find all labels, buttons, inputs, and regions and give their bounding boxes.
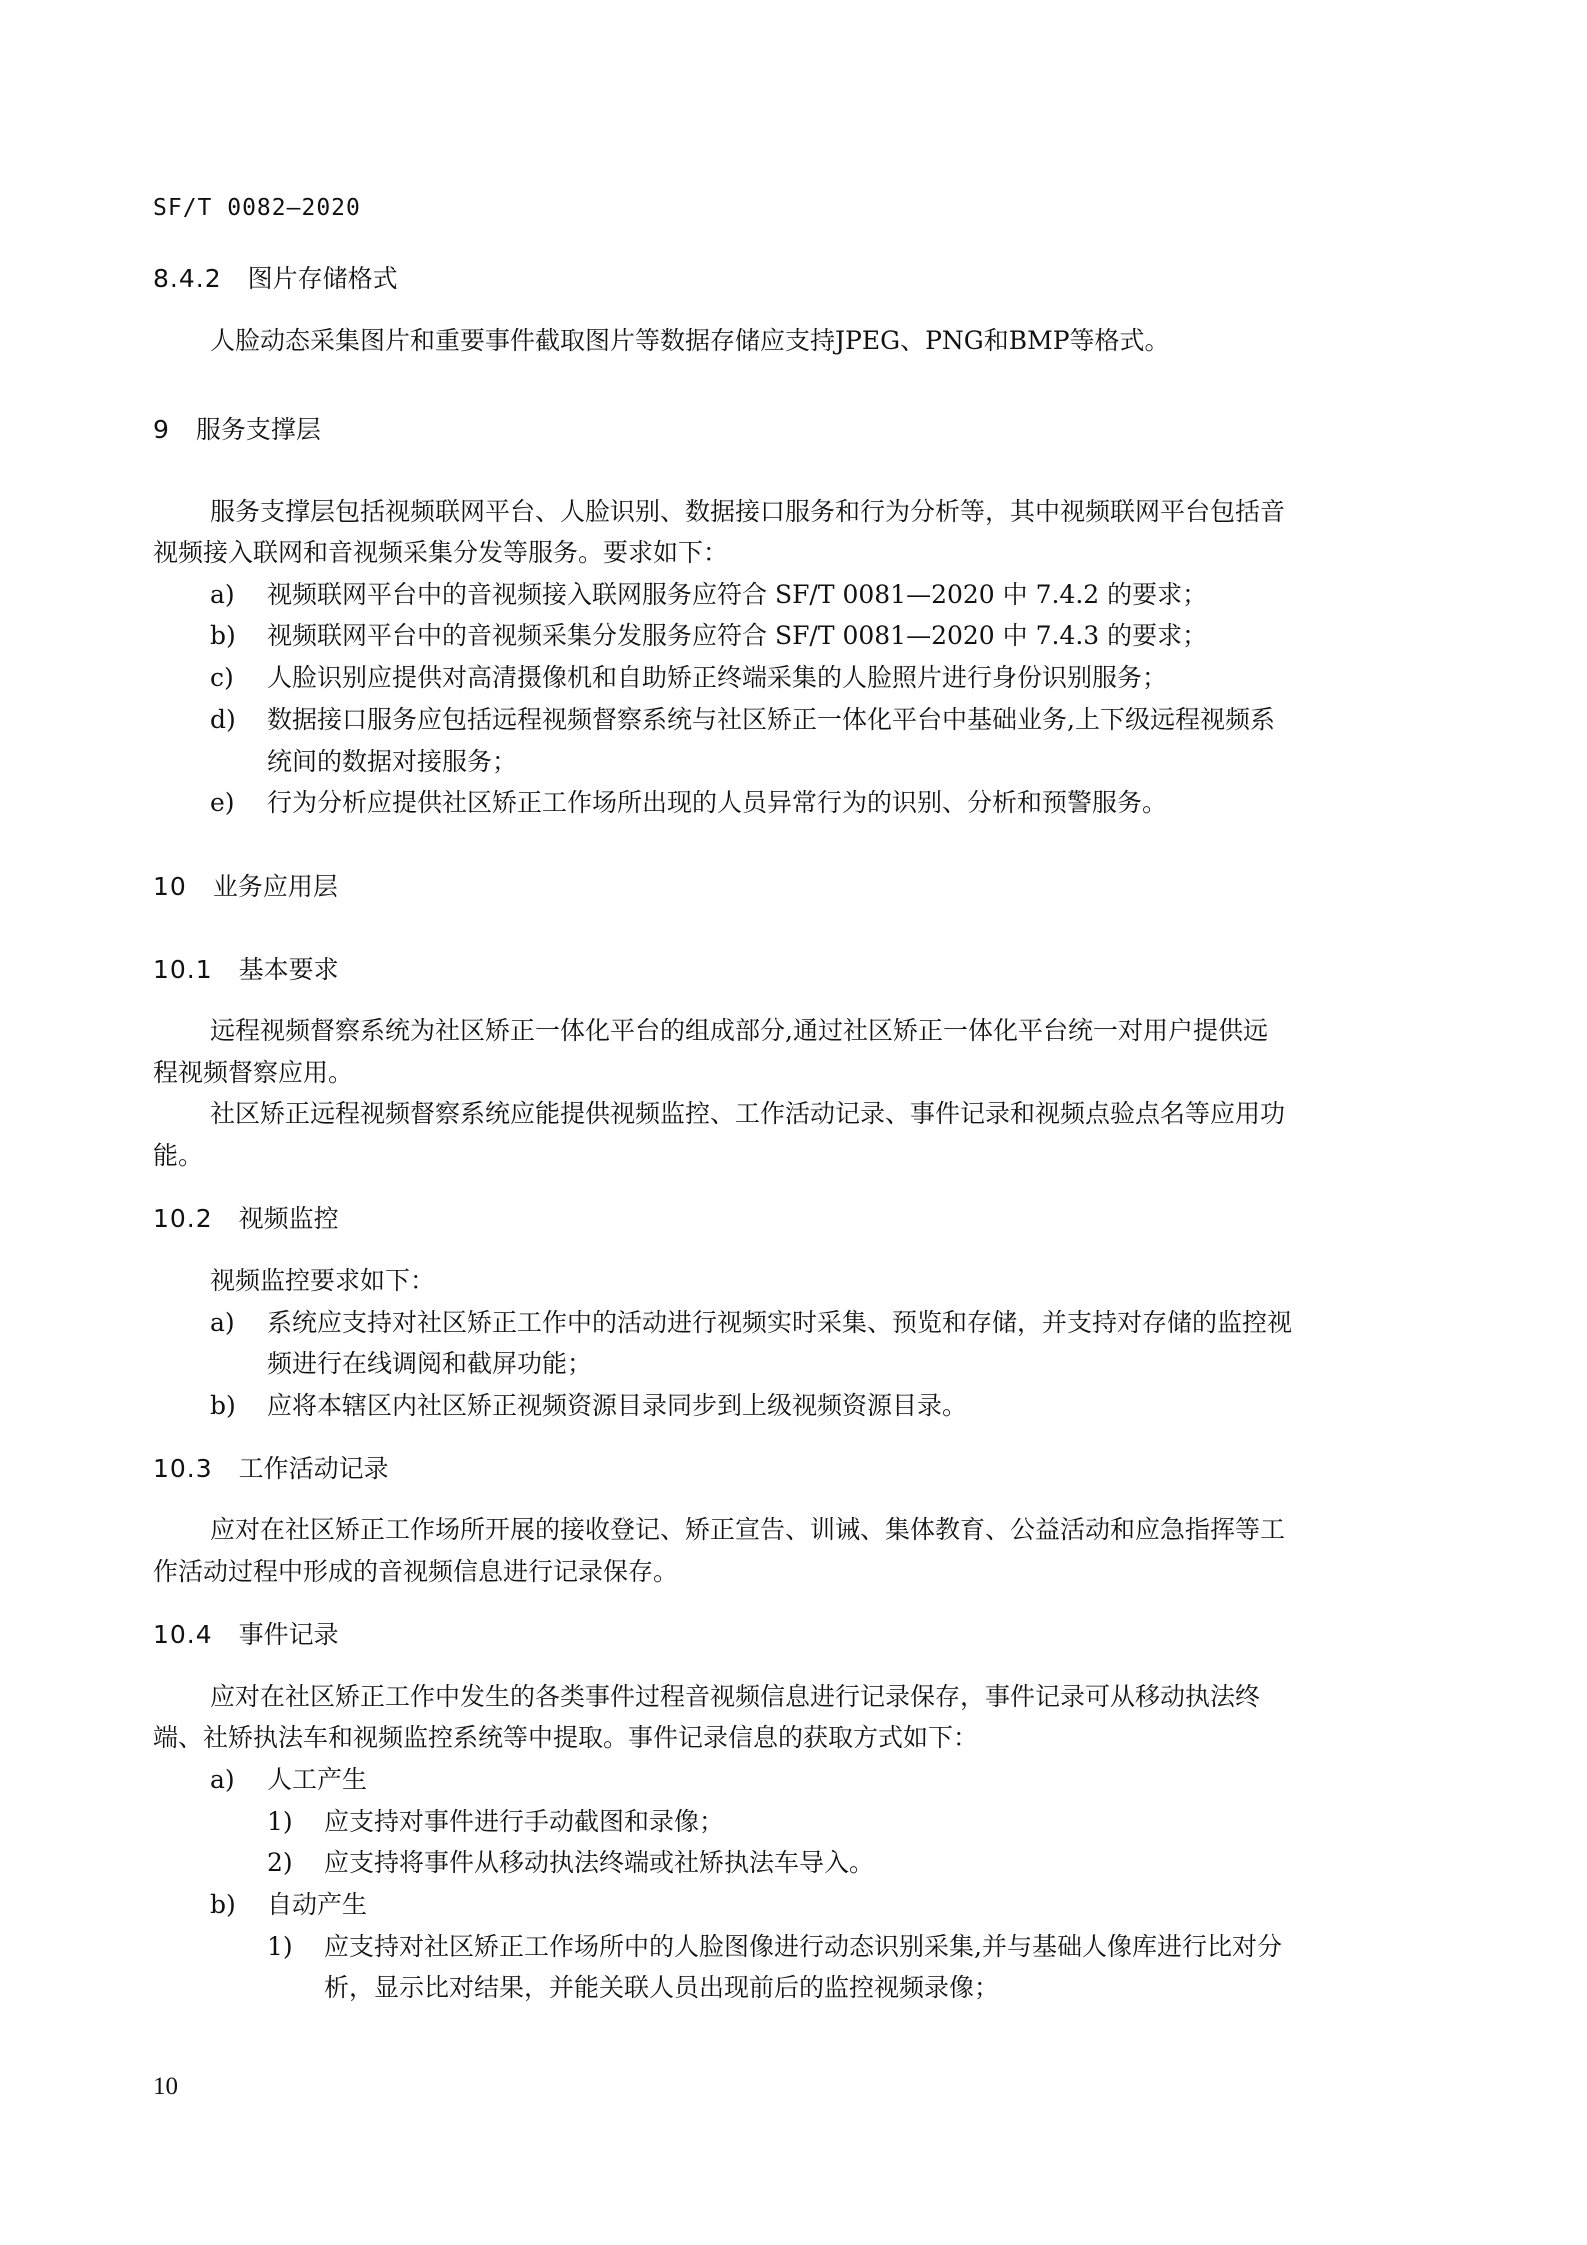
list-item: 自动产生 bbox=[267, 1890, 368, 1919]
sublist-label: 2) bbox=[267, 1848, 293, 1877]
paragraph-line: 应对在社区矫正工作中发生的各类事件过程音视频信息进行记录保存，事件记录可从移动执法终 bbox=[210, 1682, 1261, 1711]
paragraph-line: 端、社矫执法车和视频监控系统等中提取。事件记录信息的获取方式如下： bbox=[153, 1723, 979, 1752]
paragraph-line: 社区矫正远程视频督察系统应能提供视频监控、工作活动记录、事件记录和视频点验点名等应用功 bbox=[210, 1099, 1286, 1128]
paragraph-line: 程视频督察应用。 bbox=[153, 1058, 354, 1087]
list-label: e) bbox=[210, 788, 235, 817]
heading-10-3 bbox=[153, 1452, 389, 1486]
sublist-item-line: 应支持对社区矫正工作场所中的人脸图像进行动态识别采集,并与基础人像库进行比对分 bbox=[324, 1932, 1282, 1961]
sublist-label: 1) bbox=[267, 1807, 293, 1836]
sublist-item: 应支持将事件从移动执法终端或社矫执法车导入。 bbox=[324, 1848, 875, 1877]
paragraph-line: 服务支撑层包括视频联网平台、人脸识别、数据接口服务和行为分析等，其中视频联网平台包括音 bbox=[210, 497, 1286, 526]
heading-9 bbox=[153, 413, 321, 447]
list-label: a) bbox=[210, 1308, 235, 1337]
heading-title: 工作活动记录 bbox=[238, 1454, 389, 1483]
heading-title: 业务应用层 bbox=[212, 872, 338, 901]
heading-title: 事件记录 bbox=[238, 1620, 339, 1649]
list-item-line: 频进行在线调阅和截屏功能； bbox=[267, 1349, 593, 1378]
list-item: 视频联网平台中的音视频接入联网服务应符合 SF/T 0081—2020 中 7.4.2 的要求； bbox=[267, 580, 1208, 609]
paragraph-line: 视频接入联网和音视频采集分发等服务。要求如下： bbox=[153, 538, 729, 567]
paragraph-line: 应对在社区矫正工作场所开展的接收登记、矫正宣告、训诫、集体教育、公益活动和应急指挥等工 bbox=[210, 1515, 1286, 1544]
standard-number: SF/T 0082—2020 bbox=[153, 195, 361, 221]
heading-title: 图片存储格式 bbox=[247, 264, 398, 293]
paragraph-line: 能。 bbox=[153, 1141, 204, 1170]
list-label: a) bbox=[210, 1765, 235, 1794]
list-item: 行为分析应提供社区矫正工作场所出现的人员异常行为的识别、分析和预警服务。 bbox=[267, 788, 1168, 817]
paragraph-line: 作活动过程中形成的音视频信息进行记录保存。 bbox=[153, 1557, 679, 1586]
heading-number: 9 bbox=[153, 415, 170, 444]
heading-10-1 bbox=[153, 953, 339, 987]
sublist-item: 应支持对事件进行手动截图和录像； bbox=[324, 1807, 725, 1836]
list-item: 应将本辖区内社区矫正视频资源目录同步到上级视频资源目录。 bbox=[267, 1391, 968, 1420]
list-item: 视频联网平台中的音视频采集分发服务应符合 SF/T 0081—2020 中 7.4.3 的要求； bbox=[267, 621, 1208, 650]
heading-10-2 bbox=[153, 1202, 339, 1236]
heading-number: 10.1 bbox=[153, 955, 213, 984]
paragraph: 视频监控要求如下： bbox=[210, 1266, 436, 1295]
list-item-line: 数据接口服务应包括远程视频督察系统与社区矫正一体化平台中基础业务,上下级远程视频系 bbox=[267, 705, 1275, 734]
sublist-item-line: 析，显示比对结果，并能关联人员出现前后的监控视频录像； bbox=[324, 1973, 1000, 2002]
heading-title: 基本要求 bbox=[238, 955, 339, 984]
heading-number: 10 bbox=[153, 872, 187, 901]
list-label: c) bbox=[210, 663, 234, 692]
paragraph-line: 远程视频督察系统为社区矫正一体化平台的组成部分,通过社区矫正一体化平台统一对用户提供远 bbox=[210, 1016, 1268, 1045]
heading-title: 服务支撑层 bbox=[195, 415, 321, 444]
heading-10 bbox=[153, 870, 338, 904]
heading-number: 8.4.2 bbox=[153, 264, 222, 293]
heading-number: 10.2 bbox=[153, 1204, 213, 1233]
list-item: 人工产生 bbox=[267, 1765, 368, 1794]
heading-number: 10.3 bbox=[153, 1454, 213, 1483]
heading-8-4-2 bbox=[153, 262, 398, 296]
list-label: b) bbox=[210, 1890, 236, 1919]
list-item-line: 统间的数据对接服务； bbox=[267, 747, 518, 776]
list-label: b) bbox=[210, 1391, 236, 1420]
list-label: a) bbox=[210, 580, 235, 609]
list-label: b) bbox=[210, 621, 236, 650]
paragraph: 人脸动态采集图片和重要事件截取图片等数据存储应支持JPEG、PNG和BMP等格式。 bbox=[210, 326, 1170, 355]
heading-number: 10.4 bbox=[153, 1620, 213, 1649]
sublist-label: 1) bbox=[267, 1932, 293, 1961]
heading-title: 视频监控 bbox=[238, 1204, 339, 1233]
page-number: 10 bbox=[153, 2073, 178, 2100]
list-item-line: 系统应支持对社区矫正工作中的活动进行视频实时采集、预览和存储，并支持对存储的监控视 bbox=[267, 1308, 1293, 1337]
list-item: 人脸识别应提供对高清摄像机和自助矫正终端采集的人脸照片进行身份识别服务； bbox=[267, 663, 1168, 692]
list-label: d) bbox=[210, 705, 236, 734]
heading-10-4 bbox=[153, 1618, 339, 1652]
